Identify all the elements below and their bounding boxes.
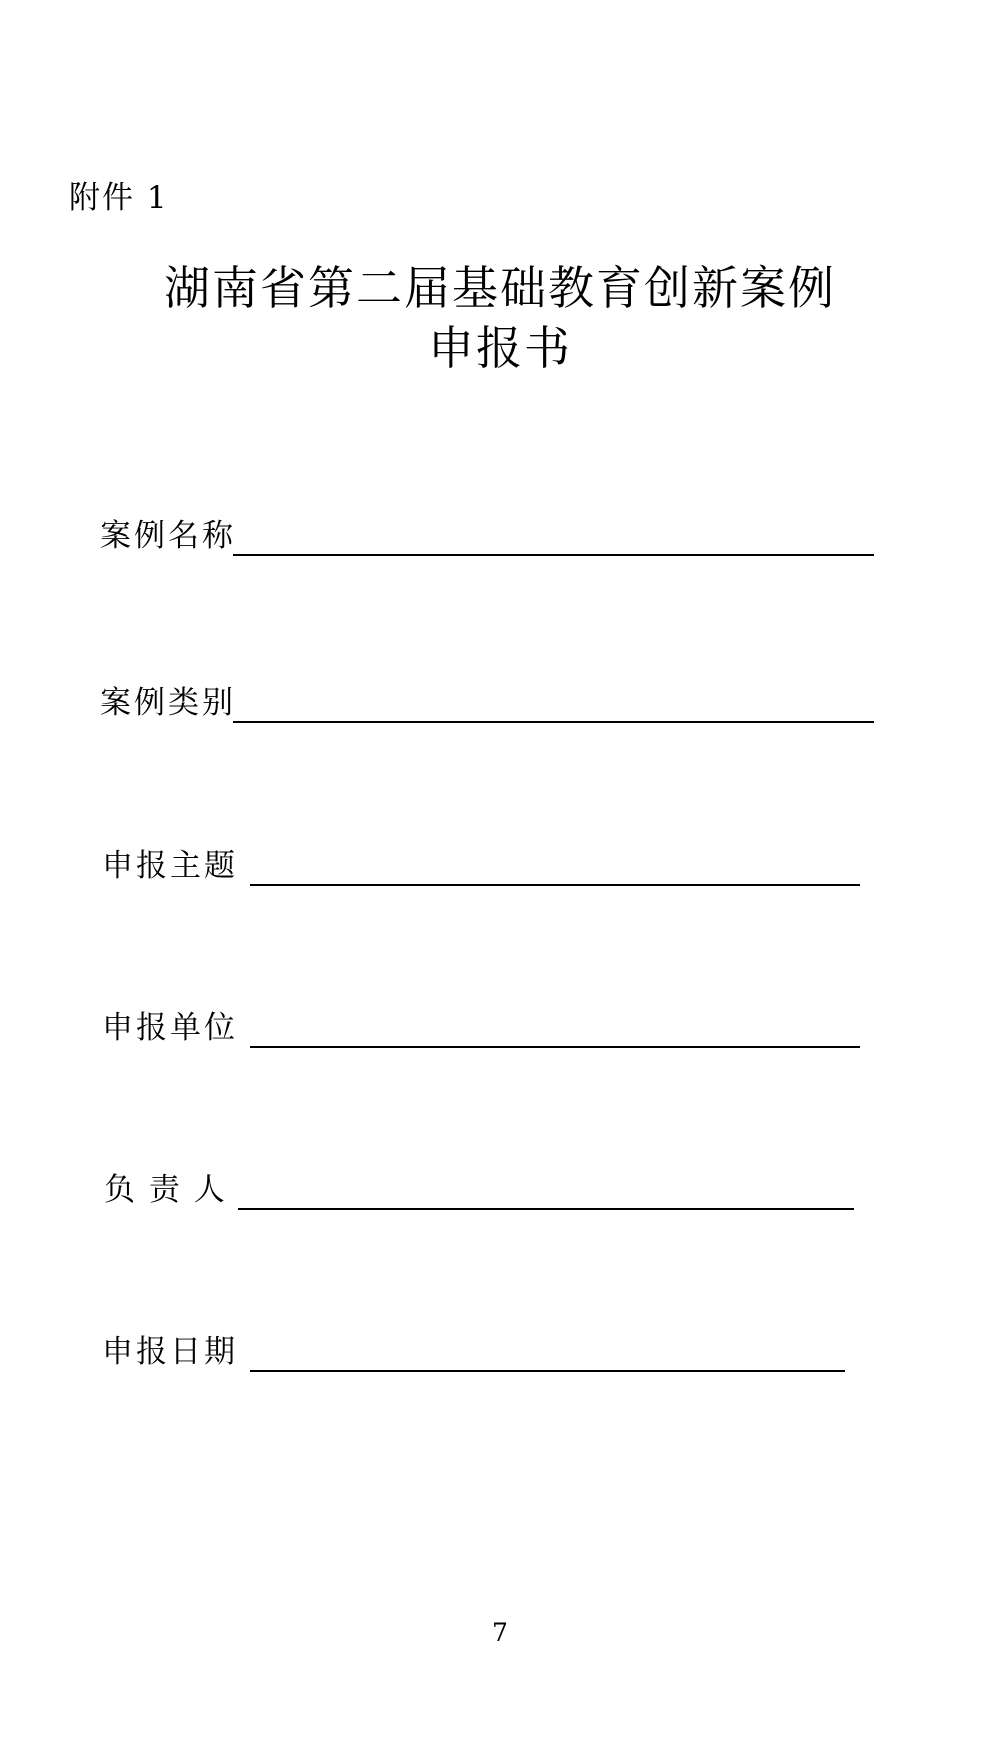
case-category-label: 案例类别: [100, 685, 236, 721]
person-in-charge-label: 负 责 人: [104, 1172, 227, 1208]
case-category-field: [0, 673, 1000, 723]
person-in-charge-field: [0, 1160, 1000, 1210]
unit-label: 申报单位: [102, 1010, 238, 1046]
case-name-line[interactable]: [233, 554, 874, 556]
page-number: 7: [492, 1618, 508, 1647]
person-in-charge-line[interactable]: [238, 1208, 854, 1210]
date-field: [0, 1322, 1000, 1372]
theme-line[interactable]: [250, 884, 860, 886]
case-category-line[interactable]: [233, 721, 874, 723]
theme-field: [0, 836, 1000, 886]
document-subtitle: 申报书: [428, 321, 572, 375]
date-line[interactable]: [250, 1370, 845, 1372]
case-name-label: 案例名称: [100, 518, 236, 554]
case-name-field: [0, 506, 1000, 556]
date-label: 申报日期: [102, 1334, 238, 1370]
unit-line[interactable]: [250, 1046, 860, 1048]
document-title: 湖南省第二届基础教育创新案例: [164, 261, 836, 315]
unit-field: [0, 998, 1000, 1048]
attachment-label: 附件 1: [69, 180, 169, 216]
theme-label: 申报主题: [102, 848, 238, 884]
